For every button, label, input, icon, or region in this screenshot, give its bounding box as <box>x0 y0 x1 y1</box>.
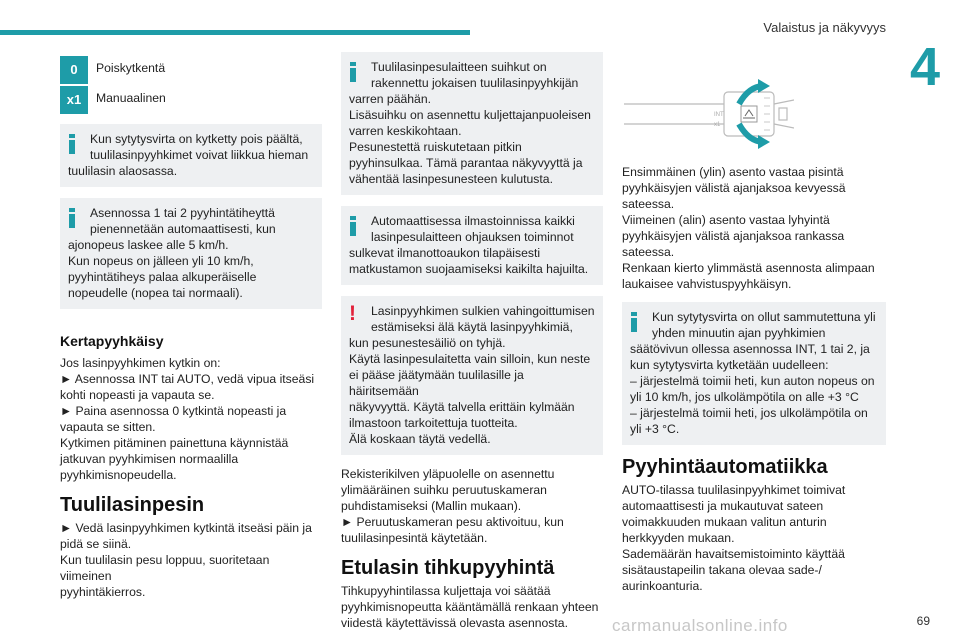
watermark: carmanualsonline.info <box>612 616 788 635</box>
info-icon <box>69 208 75 228</box>
body-line: pyyhkimisnopeudella. <box>60 468 177 482</box>
body-line: Sademäärän havaitsemistoiminto käyttää <box>622 547 845 561</box>
body-line: ► Vedä lasinpyyhkimen kytkintä itseäsi päin ja <box>60 521 312 535</box>
body-line: pidä se siinä. <box>60 537 132 551</box>
body-line: automaattisesti ja mukautuvat sateen <box>622 499 824 513</box>
header-accent-bar <box>0 30 470 35</box>
note-line: Automaattisessa ilmastoinnissa kaikki <box>371 214 575 228</box>
heading-tuulilasinpesin: Tuulilasinpesin <box>60 494 205 516</box>
note-line: yli 10 km/h, jos ulkolämpötila on alle +3 °C <box>630 390 859 404</box>
note-line: säätövivun ollessa asennossa INT, 1 tai 2, ja <box>630 342 870 356</box>
zero-position-icon: 0 <box>60 56 88 84</box>
body-line: ► Asennossa INT tai AUTO, vedä vipua itseäsi <box>60 372 315 386</box>
note-line: Kun nopeus on jälleen yli 10 km/h, <box>68 254 254 268</box>
note-line: pyyhinsulkaa. Tämä parantaa näkyvyyttä ja <box>349 156 583 170</box>
note-line: yli +3 °C. <box>630 422 680 436</box>
body-line: Kytkimen pitäminen painettuna käynnistää <box>60 436 289 450</box>
body-line: pyyhkäisyjen välistä ajanjaksoa kevyessä <box>622 181 846 195</box>
info-icon <box>350 62 356 82</box>
note-line: ilmastoon tarkoitettuja tuotteita. <box>349 416 518 430</box>
body-line: aurinkoanturia. <box>622 579 703 593</box>
body-line: kohti nopeasti ja vapauta se. <box>60 388 215 402</box>
note-line: Lasinpyyhkimen sulkien vahingoittumisen <box>371 304 595 318</box>
heading-etulasin: Etulasin tihkupyyhintä <box>341 557 555 579</box>
body-line: AUTO-tilassa tuulilasinpyyhkimet toimivat <box>622 483 846 497</box>
note-line: ajonopeus laskee alle 5 km/h. <box>68 238 229 252</box>
note-line: matkustamon suojaamiseksi kaikilta hajuilta. <box>349 262 589 276</box>
note-line: lasinpesulaitteen ohjauksen toiminnot <box>371 230 574 244</box>
figure-label-int: INT <box>714 112 724 118</box>
note-line: Käytä lasinpesulaitetta vain silloin, kun neste <box>349 352 591 366</box>
body-line: sateessa. <box>622 245 675 259</box>
info-icon <box>631 312 637 332</box>
body-line: Jos lasinpyyhkimen kytkin on: <box>60 356 221 370</box>
body-line: pyyhkimisnopeutta kääntämällä renkaan yhteen <box>341 600 599 614</box>
body-line: ► Paina asennossa 0 kytkintä nopeasti ja <box>60 404 287 418</box>
note-line: sulkevat ilmanottoaukon tilapäisesti <box>349 246 541 260</box>
note-line: Älä koskaan täytä vedellä. <box>349 432 491 446</box>
column-2 <box>341 52 603 631</box>
note-line: vähentää lasinpesunesteen kulutusta. <box>349 172 553 186</box>
body-line: Renkaan kierto ylimmästä asennosta alimpaan <box>622 261 875 275</box>
section-title: Valaistus ja näkyvyys <box>763 20 886 35</box>
body-line: pyyhintäkierros. <box>60 585 146 599</box>
note-line: näkyvyyttä. Käytä talvella erittäin kylmään <box>349 400 575 414</box>
note-line: rakennettu jokaisen tuulilasinpyyhkijän <box>371 76 579 90</box>
note-line: kun sytytysvirta kytketään uudelleen: <box>630 358 829 372</box>
figure-label-x1: x1 <box>714 122 721 128</box>
body-line: Kun tuulilasin pesu loppuu, suoritetaan viimeinen <box>60 553 270 583</box>
heading-pyyhintaautomatiikka: Pyyhintäautomatiikka <box>622 456 828 478</box>
body-line: tuulilasinpesintä käytetään. <box>341 531 488 545</box>
body-line: vapauta se sitten. <box>60 420 156 434</box>
note-line: Asennossa 1 tai 2 pyyhintätiheyttä <box>90 206 275 220</box>
note-line: Tuulilasinpesulaitteen suihkut on <box>371 60 547 74</box>
note-line: estämiseksi älä käytä lasinpyyhkimiä, <box>371 320 573 334</box>
info-note <box>341 52 603 195</box>
note-line: yhden minuutin ajan pyyhkimien <box>652 326 826 340</box>
info-note <box>341 206 603 285</box>
body-line: jatkuvan pyyhkimisen normaalilla <box>60 452 239 466</box>
note-line: Pesunestettä ruiskutetaan pitkin <box>349 140 522 154</box>
note-line: Kun sytytysvirta on kytketty pois päältä, <box>90 132 303 146</box>
note-line: ei pääse jäätymään tuulilasille ja häiritsemään <box>349 368 524 398</box>
single-wipe-icon: x1 <box>60 86 88 114</box>
body-line: sisätaustapeilin takana olevaa sade-/ <box>622 563 822 577</box>
warning-note <box>341 296 603 455</box>
heading-kertapyyhkaisy: Kertapyyhkäisy <box>60 333 164 349</box>
body-line: ► Peruutuskameran pesu aktivoituu, kun <box>341 515 564 529</box>
body-line: Viimeinen (alin) asento vastaa lyhyintä <box>622 213 830 227</box>
mode-label-off: Poiskytkentä <box>96 61 166 75</box>
body-line: herkkyyden mukaan. <box>622 531 735 545</box>
note-line: Lisäsuihku on asennettu kuljettajanpuoleisen <box>349 108 591 122</box>
info-icon <box>69 134 75 154</box>
note-line: nopeudelle (nopea tai normaali). <box>68 286 243 300</box>
info-note <box>60 124 322 187</box>
body-line: Rekisterikilven yläpuolelle on asennettu <box>341 467 555 481</box>
note-line: tuulilasin alaosassa. <box>68 164 178 178</box>
column-3 <box>622 64 886 594</box>
note-line: Kun sytytysvirta on ollut sammutettuna yli <box>652 310 876 324</box>
body-line: voimakkuuden mukaan valitun anturin <box>622 515 827 529</box>
page-number: 69 <box>916 614 930 628</box>
note-line: pyyhintätiheys palaa alkuperäiselle <box>68 270 257 284</box>
chapter-number: 4 <box>909 37 941 97</box>
body-line: pyyhkäisyjen välistä ajanjaksoa rankassa <box>622 229 845 243</box>
column-1 <box>60 56 322 600</box>
info-note <box>60 198 322 309</box>
mode-row-off <box>60 56 322 84</box>
body-line: sateessa. <box>622 197 675 211</box>
mode-row-manual <box>60 86 322 114</box>
note-line: – järjestelmä toimii heti, jos ulkolämpötila on <box>630 406 868 420</box>
note-line: varren päähän. <box>349 92 431 106</box>
body-line: puhdistamiseksi (Mallin mukaan). <box>341 499 522 513</box>
info-icon <box>350 216 356 236</box>
note-line: pienennetään automaattisesti, kun <box>90 222 276 236</box>
note-line: – järjestelmä toimii heti, kun auton nopeus on <box>630 374 875 388</box>
warning-icon: ! <box>349 302 356 325</box>
body-line: laukaisee vahvistuspyyhkäisyn. <box>622 277 792 291</box>
body-line: Ensimmäinen (ylin) asento vastaa pisintä <box>622 165 844 179</box>
body-line: Tihkupyyhintilassa kuljettaja voi säätää <box>341 584 551 598</box>
mode-label-manual: Manuaalinen <box>96 91 166 105</box>
note-line: kun pesunestesäiliö on tyhjä. <box>349 336 506 350</box>
info-note <box>622 302 886 445</box>
wiper-stalk-figure <box>624 78 794 150</box>
body-line: ylimääräinen suihku peruutuskameran <box>341 483 547 497</box>
body-line: viidestä käytettävissä olevasta asennosta. <box>341 616 568 630</box>
note-line: tuulilasinpyyhkimet voivat liikkua hieman <box>90 148 309 162</box>
note-line: varren keskikohtaan. <box>349 124 462 138</box>
